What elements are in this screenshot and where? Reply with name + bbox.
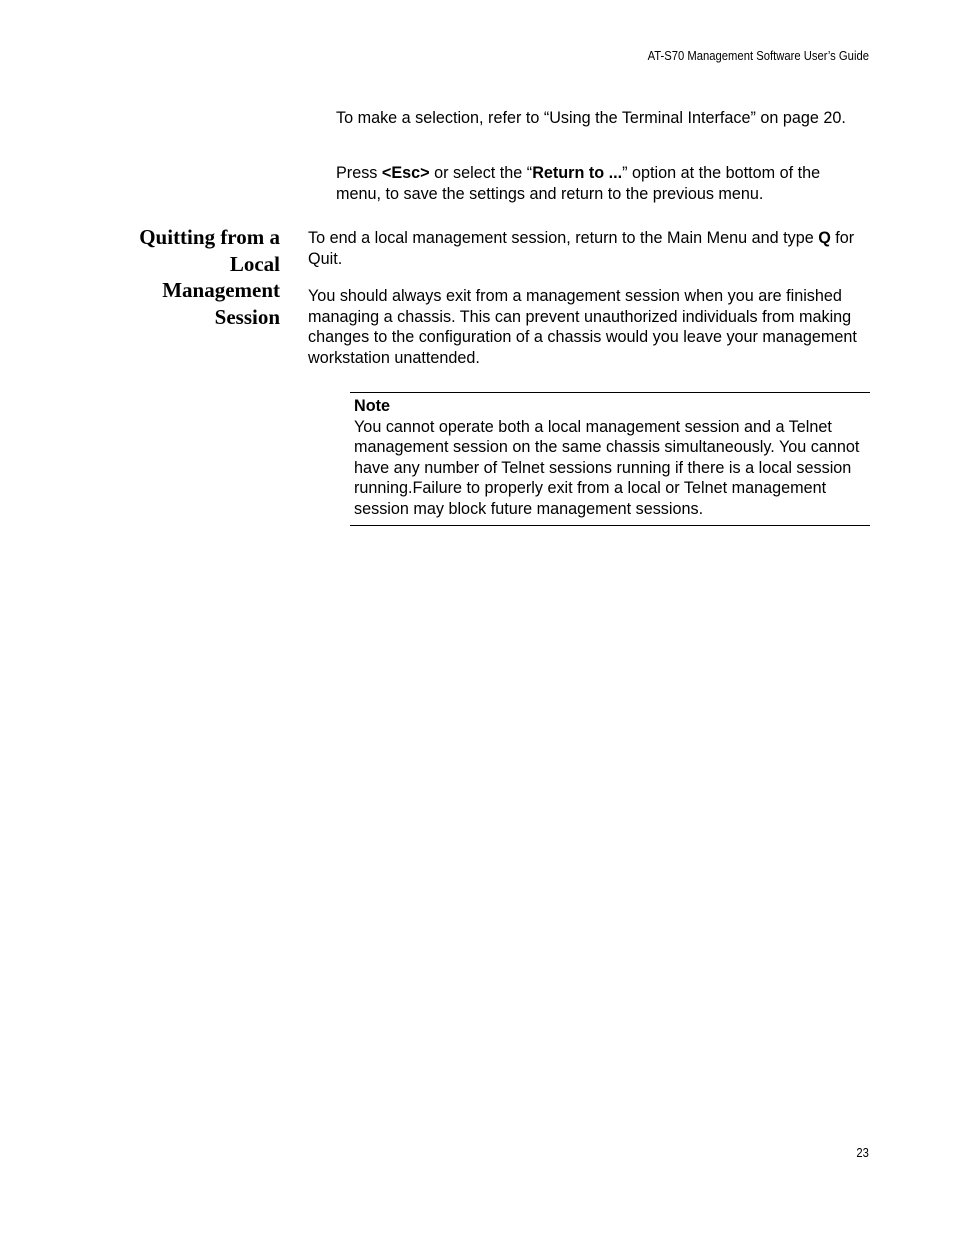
section-heading-line-3: Management (162, 278, 280, 302)
esc-text-2: or select the “ (429, 164, 533, 182)
selection-text: To make a selection, refer to “Using the Terminal Interface” on page 20. (336, 109, 846, 127)
section-heading-line-1: Quitting from a (139, 225, 280, 249)
note-box (350, 392, 870, 526)
quit-paragraph (308, 228, 873, 269)
section-heading-line-2: Local (229, 251, 280, 276)
note-title: Note (354, 397, 390, 415)
quit-text-2: for Quit. (308, 229, 855, 268)
return-option-label: Return to ... (532, 164, 623, 182)
section-heading-line-4: Session (214, 304, 280, 329)
intro-paragraph-esc (336, 163, 866, 204)
quit-key-label: Q (818, 229, 831, 247)
quit-text-1: To end a local management session, return to the Main Menu and type (308, 229, 819, 247)
exit-advice-text: You should always exit from a management session when you are finished managing a chassis. This can prevent unauthorized individuals from making changes to the configuration of a chassis would you leave your management workstation unattended. (308, 287, 857, 367)
esc-key-label: <Esc> (381, 164, 430, 182)
running-header: AT-S70 Management Software User’s Guide (647, 49, 869, 63)
section-heading (100, 224, 280, 330)
exit-advice-paragraph (308, 286, 873, 368)
intro-paragraph-selection (336, 108, 856, 129)
esc-text-1: Press (336, 164, 382, 182)
note-body: You cannot operate both a local management session and a Telnet management session on the same chassis simultaneously. You cannot have any number of Telnet sessions running if there is a local session running.Failure to properly exit from a local or Telnet management session may block future management sessions. (354, 417, 860, 518)
esc-text-3: ” option at the bottom of the menu, to save the settings and return to the previous menu. (336, 164, 821, 203)
page-number: 23 (856, 1146, 869, 1160)
